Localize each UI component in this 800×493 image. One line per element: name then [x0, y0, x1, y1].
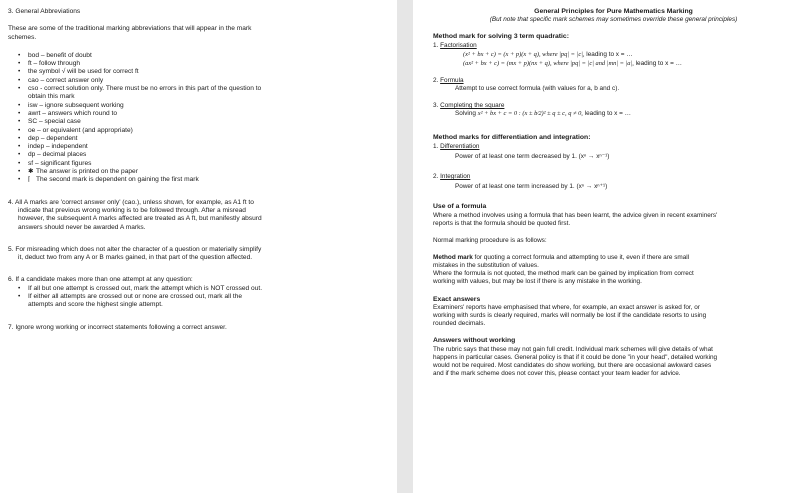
section-7: 7. Ignore wrong working or incorrect statements following a correct answer. [8, 323, 227, 331]
list-item: • cao – correct answer only [18, 77, 387, 85]
factorisation-eq-2: (ax² + bx + c) = (mx + p)(nx + q), where |pq| = |c| and |mn| = |a|, leading to x = … [463, 59, 682, 67]
bracket-icon: ⌈ [28, 176, 31, 184]
exact-answers-text: Examiners' reports have emphasised that where, for example, an exact answer is asked for, or working with surds is clearly required, marks will normally be lost if the candidate resorts to using rounded decimals. [433, 304, 707, 328]
use-of-formula-text: Where a method involves using a formula that has been learnt, the advice given in recent examiners' reports is that the formula should be quoted first. [433, 211, 718, 228]
section-6-title: 6. If a candidate makes more than one attempt at any question: [8, 276, 193, 284]
section-5: 5. For misreading which does not alter the character of a question or materially simplify it, deduct two from any A or B marks gained, in that part of the question affected. [8, 245, 262, 262]
list-item: • ⌈ The second mark is dependent on gaining the first mark [18, 176, 387, 184]
left-page [0, 0, 397, 493]
completing-square-eq: Solving x² + bx + c = 0 : (x ± b⁄2)² ± q ± c, q ≠ 0, leading to x = … [455, 110, 632, 118]
list-item: • dep – dependent [18, 135, 387, 143]
differentiation-label: 1. Differentiation [433, 142, 480, 150]
list-item: • awrt – answers which round to [18, 110, 387, 118]
formula-text: Attempt to use correct formula (with values for a, b and c). [455, 85, 620, 93]
list-item: • If all but one attempt is crossed out, mark the attempt which is NOT crossed out. [18, 285, 387, 293]
exact-answers-heading: Exact answers [433, 295, 481, 303]
list-item: • SC – special case [18, 118, 387, 126]
list-item: • If either all attempts are crossed out or none are crossed out, mark all the attempts and score the highest single attempt. [18, 293, 387, 310]
page-subtitle: (But note that specific mark schemes may sometimes override these general principles) [489, 16, 738, 24]
differentiation-heading: Method marks for differentiation and integration: [433, 134, 591, 142]
differentiation-text: Power of at least one term decreased by 1. (xⁿ → xⁿ⁻¹) [455, 153, 610, 161]
abbreviation-list [8, 52, 387, 185]
section-3-title: 3. General Abbreviations [8, 8, 81, 15]
integration-label: 2. Integration [433, 173, 471, 181]
list-item: • ✱ The answer is printed on the paper [18, 168, 387, 176]
list-item: • cso - correct solution only. There must be no errors in this part of the question to obtain this mark [18, 85, 387, 102]
factorisation-eq-1: (x² + bx + c) = (x + p)(x + q), where |pq| = |c|, leading to x = … [463, 50, 633, 58]
method-mark-text: Method mark for quoting a correct formula and attempting to use it, even if there are small mistakes in the substitution of values. Where the formula is not quoted, the method mark can be gained by implication from correct working with values, but may be lost if there is any mistake in the working. [433, 254, 694, 286]
list-item: • dp – decimal places [18, 151, 387, 159]
answers-without-working-heading: Answers without working [433, 337, 516, 345]
quadratic-heading: Method mark for solving 3 term quadratic: [433, 33, 569, 41]
section-4: 4. All A marks are 'correct answer only' (cao.), unless shown, for example, as A1 ft to indicate that previous wrong working is to be followed through. After a misread however, the subsequent A marks affected are treated as A ft, but manifestly absurd answers should never be awarded A marks. [8, 198, 262, 231]
list-item: • indep – independent [18, 143, 387, 151]
section-3-intro: These are some of the traditional marking abbreviations that will appear in the mark schemes. [8, 25, 252, 41]
factorisation-label: 1. Factorisation [433, 41, 477, 49]
normal-marking-text: Normal marking procedure is as follows: [433, 237, 547, 245]
list-item: • bod – benefit of doubt [18, 52, 387, 60]
list-item: • sf – significant figures [18, 160, 387, 168]
list-item: • the symbol √ will be used for correct ft [18, 68, 387, 76]
star-icon: ✱ [28, 168, 34, 176]
completing-square-label: 3. Completing the square [433, 102, 505, 110]
formula-label: 2. Formula [433, 76, 464, 84]
answers-without-working-text: The rubric says that these may not gain full credit. Individual mark schemes will give details of what happens in particular cases. General policy is that if it could be done "in your head", detailed working would not be required. Most candidates do show working, but there are occasional awkward cases and if the mark scheme does not cover this, please contact your team leader for advice. [433, 346, 718, 378]
integration-text: Power of at least one term increased by 1. (xⁿ → xⁿ⁺¹) [455, 183, 608, 191]
list-item: • oe – or equivalent (and appropriate) [18, 127, 387, 135]
attempts-list [8, 285, 387, 310]
list-item: • ft – follow through [18, 60, 387, 68]
right-page [413, 0, 800, 493]
list-item: • isw – ignore subsequent working [18, 102, 387, 110]
use-of-formula-heading: Use of a formula [433, 203, 487, 211]
page-title: General Principles for Pure Mathematics Marking [534, 8, 693, 15]
